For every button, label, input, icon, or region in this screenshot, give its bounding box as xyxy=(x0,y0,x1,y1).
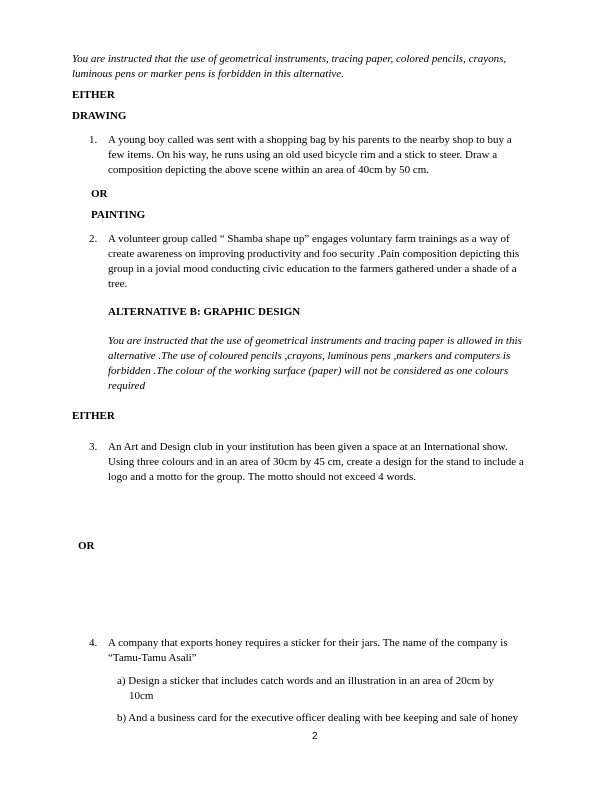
text-line: 10cm xyxy=(129,690,154,702)
heading-or: OR xyxy=(91,188,108,200)
text-line: A young boy called was sent with a shopping bag by his parents to the nearby shop to buy a xyxy=(108,134,512,146)
question-2-number: 2. xyxy=(89,233,98,245)
text-line: forbidden .The colour of the working surface (paper) will not be considered as one colours xyxy=(108,365,509,377)
text-line: Using three colours and in an area of 30cm by 45 cm, create a design for the stand to include a xyxy=(108,456,524,468)
text-line: create awareness on improving productivity and foo security .Pain composition depicting this xyxy=(108,248,520,260)
text-line: luminous pens or marker pens is forbidden in this alternative. xyxy=(72,68,344,80)
text-line: few items. On his way, he runs using an old used bicycle rim and a stick to steer. Draw a xyxy=(108,149,498,161)
text-line: alternative .The use of coloured pencils ,crayons, luminous pens ,markers and computers is xyxy=(108,350,511,362)
text-line: An Art and Design club in your institution has been given a space at an International show. xyxy=(108,441,508,453)
heading-alternative-b: ALTERNATIVE B: GRAPHIC DESIGN xyxy=(108,306,301,318)
question-3-text xyxy=(108,440,524,485)
page-number: 2 xyxy=(312,731,318,742)
text-line: A volunteer group called “ Shamba shape up” engages voluntary farm trainings as a way of xyxy=(108,233,510,245)
text-line: A company that exports honey requires a sticker for their jars. The name of the company is xyxy=(108,637,508,649)
question-2-text xyxy=(108,232,519,292)
text-line: composition depicting the above scene within an area of 40cm by 50 cm. xyxy=(108,164,430,176)
heading-or: OR xyxy=(78,540,95,552)
question-4a-text xyxy=(117,674,494,704)
text-line: logo and a motto for the group. The motto should not exceed 4 words. xyxy=(108,471,417,483)
heading-either: EITHER xyxy=(72,410,115,422)
question-1-text xyxy=(108,133,512,178)
question-4b-text: b) And a business card for the executive officer dealing with bee keeping and sale of honey xyxy=(117,712,519,724)
text-line: required xyxy=(108,380,146,392)
question-3-number: 3. xyxy=(89,441,98,453)
question-1-number: 1. xyxy=(89,134,98,146)
heading-painting: PAINTING xyxy=(91,209,146,221)
text-line: tree. xyxy=(108,278,128,290)
text-line: You are instructed that the use of geometrical instruments, tracing paper, colored pencils, crayons, xyxy=(72,53,507,65)
text-line: “Tamu-Tamu Asali” xyxy=(108,652,197,664)
text-line: You are instructed that the use of geometrical instruments and tracing paper is allowed in this xyxy=(108,335,522,347)
text-line: group in a jovial mood conducting civic education to the farmers gathered under a shade of a xyxy=(108,263,517,275)
question-4-text xyxy=(108,636,508,666)
heading-drawing: DRAWING xyxy=(72,110,127,122)
question-4-number: 4. xyxy=(89,637,98,649)
instructions-alternative-a xyxy=(72,52,506,82)
text-line: a) Design a sticker that includes catch words and an illustration in an area of 20cm by xyxy=(117,675,494,687)
instructions-alternative-b xyxy=(108,334,522,394)
heading-either: EITHER xyxy=(72,89,115,101)
